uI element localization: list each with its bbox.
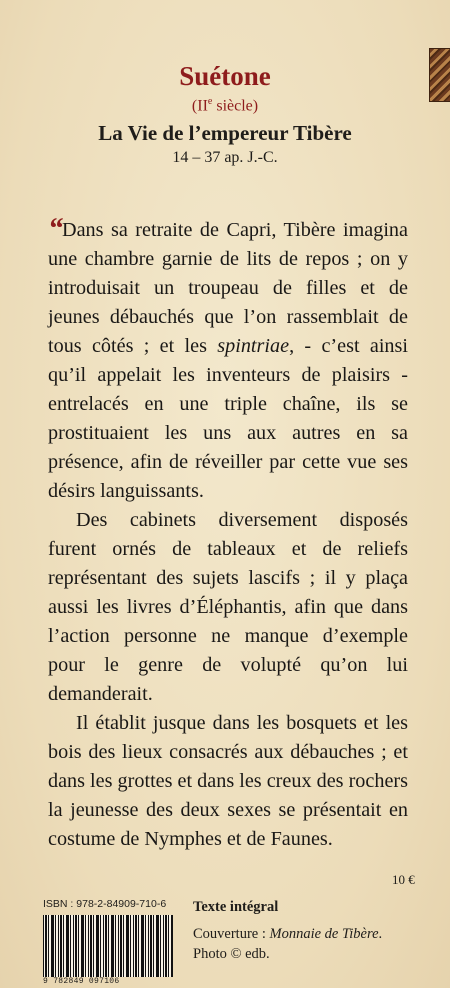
header bbox=[0, 60, 450, 168]
paragraph-1-italic-term: spintriae bbox=[217, 335, 290, 357]
cover-credit-title: Monnaie de Tibère bbox=[269, 926, 379, 942]
author-name: Suétone bbox=[179, 61, 271, 91]
century-word: siècle bbox=[216, 97, 253, 115]
excerpt-paragraph-2: Des cabinets diversement disposés furent ornés de tableaux et de reliefs représentant des sujets lascifs ; il y plaça aussi les livres d’Éléphantis, afin que dans l’action personne ne manque d’exemple pour le genre de volupté qu’on lui demanderait. bbox=[48, 509, 408, 705]
barcode-block bbox=[43, 897, 177, 987]
paragraph-1-end: , - c’est ainsi qu’il appelait les inventeurs de plaisirs - entrelacés en une triple chaîne, ils se prostituaient les uns aux autres en sa présence, afin de réveiller par cette vue ses désirs languissants. bbox=[48, 335, 408, 502]
century-suffix: e bbox=[207, 96, 213, 107]
book-title: La Vie de l’empereur Tibère bbox=[98, 121, 352, 146]
photo-credit-line: Photo © edb. bbox=[193, 946, 270, 962]
century-roman: II bbox=[197, 97, 208, 115]
cover-credit-suffix: . bbox=[378, 926, 383, 942]
excerpt-paragraph-3: Il établit jusque dans les bosquets et les bois des lieux consacrés aux débauches ; et dans les grottes et dans les creux des rochers la jeunesse des deux sexes se présentait en costume de Nymphes et de Faunes. bbox=[48, 712, 408, 850]
barcode-image bbox=[43, 915, 173, 977]
cover-credit-line bbox=[193, 924, 382, 944]
cover-credits bbox=[193, 924, 382, 964]
edition-label: Texte intégral bbox=[193, 899, 279, 915]
isbn-label: ISBN : 978-2-84909-710-6 bbox=[43, 898, 167, 910]
excerpt-text bbox=[48, 212, 408, 854]
opening-quote-mark: “ bbox=[48, 212, 60, 245]
paragraph-1-start: Dans sa retraite de Capri, Tibère imagina une chambre garnie de lits de repos ; on y introduisait un troupeau de filles et de jeunes débauchés que l’on rassemblait de tous côtés ; et les bbox=[48, 219, 408, 357]
excerpt-paragraph-1 bbox=[48, 212, 408, 506]
century-line: (IIe siècle) bbox=[191, 96, 259, 115]
reign-dates: 14 – 37 ap. J.-C. bbox=[172, 149, 278, 167]
price-label: 10 € bbox=[392, 872, 415, 887]
cover-credit-prefix: Couverture : bbox=[193, 926, 270, 942]
barcode-digits: 9 782849 097106 bbox=[43, 977, 120, 986]
